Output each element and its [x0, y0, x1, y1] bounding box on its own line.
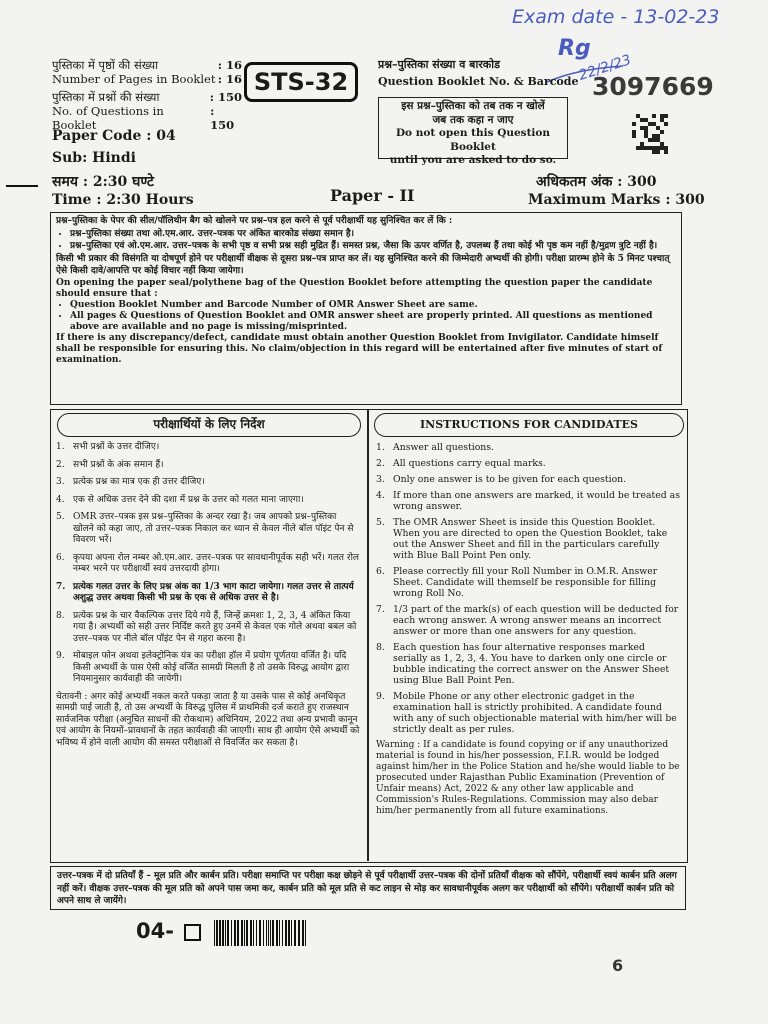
page-number: 6 [612, 956, 624, 975]
handwritten-date: 22/2/23 [576, 52, 634, 84]
paper-title: Paper - II [330, 186, 415, 205]
qr-code-icon [632, 114, 668, 154]
list-item: 2. सभी प्रश्नों के अंक समान हैं। [56, 459, 164, 470]
seal-en-outro: If there is any discrepancy/defect, candidate must obtain another Question Booklet from Invigilator. Candidate himself shall be responsible for ensuring this. No claim/objection in this regard will be entertained after five minutes of start of examination. [56, 332, 663, 365]
seal-en-intro: On opening the paper seal/polythene bag of the Question Booklet before attempting the question paper the candidate should ensure that : [56, 277, 653, 299]
notice-hi-line1: इस प्रश्न–पुस्तिका को तब तक न खोलें [401, 100, 545, 112]
barcode-label-hi: प्रश्न–पुस्तिका संख्या व बारकोड [378, 58, 500, 71]
pages-en-label: Number of Pages in Booklet [52, 72, 216, 86]
series-code-box: STS-32 [244, 62, 358, 102]
do-not-open-notice [378, 97, 568, 166]
list-item: 1. सभी प्रश्नों के उत्तर दीजिए। [56, 442, 160, 452]
list-item: 4. एक से अधिक उत्तर देने की दशा में प्रश्न के उत्तर को गलत माना जाएगा। [56, 494, 304, 505]
list-item: 8. प्रत्येक प्रश्न के चार वैकल्पिक उत्तर दिये गये हैं, जिन्हें क्रमशः 1, 2, 3, 4 अंकित किया गया है। अभ्यर्थी को सही उत्तर निर्दिष्ट करते हुए उनमें से केवल एक गोले अथवा बबल को उत्तर–पत्रक पर नीले बॉल पॉइंट पेन से गहरा करना है। [56, 610, 357, 644]
notice-en-line2: until you are asked to do so. [389, 154, 557, 166]
questions-hi-value: : 150 [209, 90, 242, 104]
column-divider [367, 409, 369, 861]
list-item: 5. The OMR Answer Sheet is inside this Question Booklet. When you are directed to open the Question Booklet, take out the Answer Sheet and fill in the particulars carefully with Blue Ball Point Pen only. [376, 517, 668, 561]
english-heading: INSTRUCTIONS FOR CANDIDATES [374, 413, 684, 437]
list-item: 6. कृपया अपना रोल नम्बर ओ.एम.आर. उत्तर–पत्रक पर सावधानीपूर्वक सही भरें। गलत रोल नम्बर भरने पर परीक्षार्थी स्वयं उत्तरदायी होगा। [56, 552, 360, 574]
list-item: 3. Only one answer is to be given for each question. [376, 474, 627, 485]
list-item: 1. Answer all questions. [376, 442, 495, 453]
seal-en-point: • All pages & Questions of Question Booklet and OMR answer sheet are properly printed. All questions as mentioned above are available and no page is missing/misprinted. [70, 311, 676, 333]
seal-hi-outro: किसी भी प्रकार की विसंगति या दोषपूर्ण होने पर परीक्षार्थी वीक्षक से दूसरा प्रश्न–पत्र प्राप्त कर लें। यह सुनिश्चित करने की जिम्मेदारी अभ्यर्थी की होगी। परीक्षा प्रारम्भ होने के 5 मिनट पश्चात् ऐसे किसी दावे/आपत्ति पर कोई विचार नहीं किया जायेगा। [56, 253, 670, 276]
barcode-label-en: Question Booklet No. & Barcode [378, 75, 579, 88]
list-item: 8. Each question has four alternative responses marked serially as 1, 2, 3, 4. You have to darken only one circle or bubble indicating the correct answer on the Answer Sheet using Blue Ball Point Pen. [376, 642, 670, 686]
hindi-instructions-list [56, 442, 360, 749]
booklet-number: 3097669 [592, 72, 714, 101]
pages-hi-label: पुस्तिका में पृष्ठों की संख्या [52, 58, 159, 72]
list-item: 9. Mobile Phone or any other electronic gadget in the examination hall is strictly prohibited. A candidate found with any of such objectionable material with him/her will be strictly dealt as per rules. [376, 691, 677, 735]
footer-code: 04- [136, 919, 174, 943]
seal-hi-point: • प्रश्न–पुस्तिका संख्या तथा ओ.एम.आर. उत्तर–पत्रक पर अंकित बारकोड संख्या समान है। [70, 228, 676, 241]
handwritten-exam-date: Exam date - 13-02-23 [512, 6, 720, 28]
seal-hi-point: • प्रश्न–पुस्तिका एवं ओ.एम.आर. उत्तर–पत्रक के सभी पृष्ठ व सभी प्रश्न सही मुद्रित हैं। समस्त प्रश्न, जैसा कि ऊपर वर्णित है, उपलब्ध हैं तथा कोई भी पृष्ठ कम नहीं है/मुद्रण त्रुटि नहीं है। [70, 240, 676, 253]
hindi-warning: चेतावनी : अगर कोई अभ्यर्थी नकल करते पकड़ा जाता है या उसके पास से कोई अनधिकृत सामग्री पाई जाती है, तो उस अभ्यर्थी के विरुद्ध पुलिस में प्राथमिकी दर्ज कराते हुए राजस्थान सार्वजनिक परीक्षा (अनुचित साधनों की रोकथाम) अधिनियम, 2022 तथा अन्य प्रभावी कानून एवं आयोग के नियमों–प्रावधानों के तहत कार्यवाही की जाएगी। साथ ही आयोग ऐसे अभ्यर्थी को भविष्य में होने वाली आयोग की समस्त परीक्षाओं से विवर्जित कर सकता है। [56, 691, 360, 748]
subject: Sub: Hindi [52, 150, 136, 166]
questions-en-value: : 150 [210, 104, 235, 132]
answer-sheet-copies-note: उत्तर–पत्रक में दो प्रतियाँ हैं – मूल प्रति और कार्बन प्रति। परीक्षा समाप्ति पर परीक्षा कक्ष छोड़ने से पूर्व परीक्षार्थी उत्तर–पत्रक की दोनों प्रतियाँ वीक्षक को सौंपेंगे, परीक्षार्थी स्वयं कार्बन प्रति अलग नहीं करें। वीक्षक उत्तर–पत्रक की मूल प्रति को अपने पास जमा कर, कार्बन प्रति को मूल प्रति से कट लाइन से मोड़ कर सावधानीपूर्वक अलग कर परीक्षार्थी को सौंपेंगे। परीक्षार्थी कार्बन प्रति को अपने साथ ले जायेंगे। [50, 866, 686, 910]
questions-hi-label: पुस्तिका में प्रश्नों की संख्या [52, 90, 160, 104]
booklet-meta [52, 58, 242, 132]
handwritten-initials: Rg [558, 36, 591, 61]
list-item: 2. All questions carry equal marks. [376, 458, 546, 469]
list-item: 3. प्रत्येक प्रश्न का मात्र एक ही उत्तर दीजिए। [56, 477, 205, 487]
list-item: 6. Please correctly fill your Roll Number in O.M.R. Answer Sheet. Candidate will themself be responsible for filling wrong Roll No. [376, 566, 658, 599]
margin-mark [6, 185, 38, 187]
english-instructions-list [376, 442, 680, 817]
list-item: 5. OMR उत्तर–पत्रक इस प्रश्न–पुस्तिका के अन्दर रखा है। जब आपको प्रश्न–पुस्तिका खोलने को कहा जाए, तो उत्तर–पत्रक निकाल कर ध्यान से केवल नीले बॉल पॉइंट पेन से विवरण भरें। [56, 512, 354, 545]
seal-hi-intro: प्रश्न–पुस्तिका के पेपर की सील/पॉलिथीन बैग को खोलने पर प्रश्न–पत्र हल करने से पूर्व परीक्षार्थी यह सुनिश्चित कर लें कि : [56, 216, 453, 226]
hindi-heading: परीक्षार्थियों के लिए निर्देश [57, 413, 361, 437]
seal-en-point: • Question Booklet Number and Barcode Number of OMR Answer Sheet are same. [70, 300, 676, 311]
paper-code: Paper Code : 04 [52, 128, 176, 144]
list-item: 4. If more than one answers are marked, it would be treated as wrong answer. [376, 490, 680, 512]
seal-check-box [50, 212, 682, 405]
notice-hi-line2: जब तक कहा न जाए [432, 113, 514, 126]
max-marks-hi: अधिकतम अंक : 300 [536, 174, 657, 190]
footer-barcode-icon [214, 920, 310, 946]
time-hi: समय : 2:30 घण्टे [52, 174, 154, 190]
questions-en-label: No. of Questions in Booklet [52, 104, 164, 132]
english-warning: Warning : If a candidate is found copying or if any unauthorized material is found in his/her possession, F.I.R. would be lodged against him/her in the Police Station and he/she would liable to be prosecuted under Rajasthan Public Examination (Prevention of Unfair means) Act, 2022 & any other law applicable and Commission's Rules-Regulations. Commission may also debar him/her permanently from all future examinations. [376, 740, 680, 816]
list-item: 9. मोबाइल फोन अथवा इलेक्ट्रोनिक यंत्र का परीक्षा हॉल में प्रयोग पूर्णतया वर्जित है। यदि किसी अभ्यर्थी के पास ऐसी कोई वर्जित सामग्री मिलती है तो उसके विरुद्ध आयोग द्वारा नियमानुसार कार्यवाही की जायेगी। [56, 651, 350, 684]
list-item: 7. प्रत्येक गलत उत्तर के लिए प्रश्न अंक का 1/3 भाग काटा जायेगा। गलत उत्तर से तात्पर्य अशुद्ध उत्तर अथवा किसी भी प्रश्न के एक से अधिक उत्तर से है। [56, 581, 354, 603]
pages-en-value: : 16 [217, 72, 242, 86]
pages-hi-value: : 16 [217, 58, 242, 72]
notice-en-line1: Do not open this Question Booklet [395, 127, 551, 153]
list-item: 7. 1/3 part of the mark(s) of each question will be deducted for each wrong answer. A wrong answer means an incorrect answer or more than one answers for any question. [376, 604, 679, 637]
time-en: Time : 2:30 Hours [52, 192, 194, 208]
max-marks-en: Maximum Marks : 300 [528, 192, 705, 208]
footer-square-icon [184, 924, 201, 941]
